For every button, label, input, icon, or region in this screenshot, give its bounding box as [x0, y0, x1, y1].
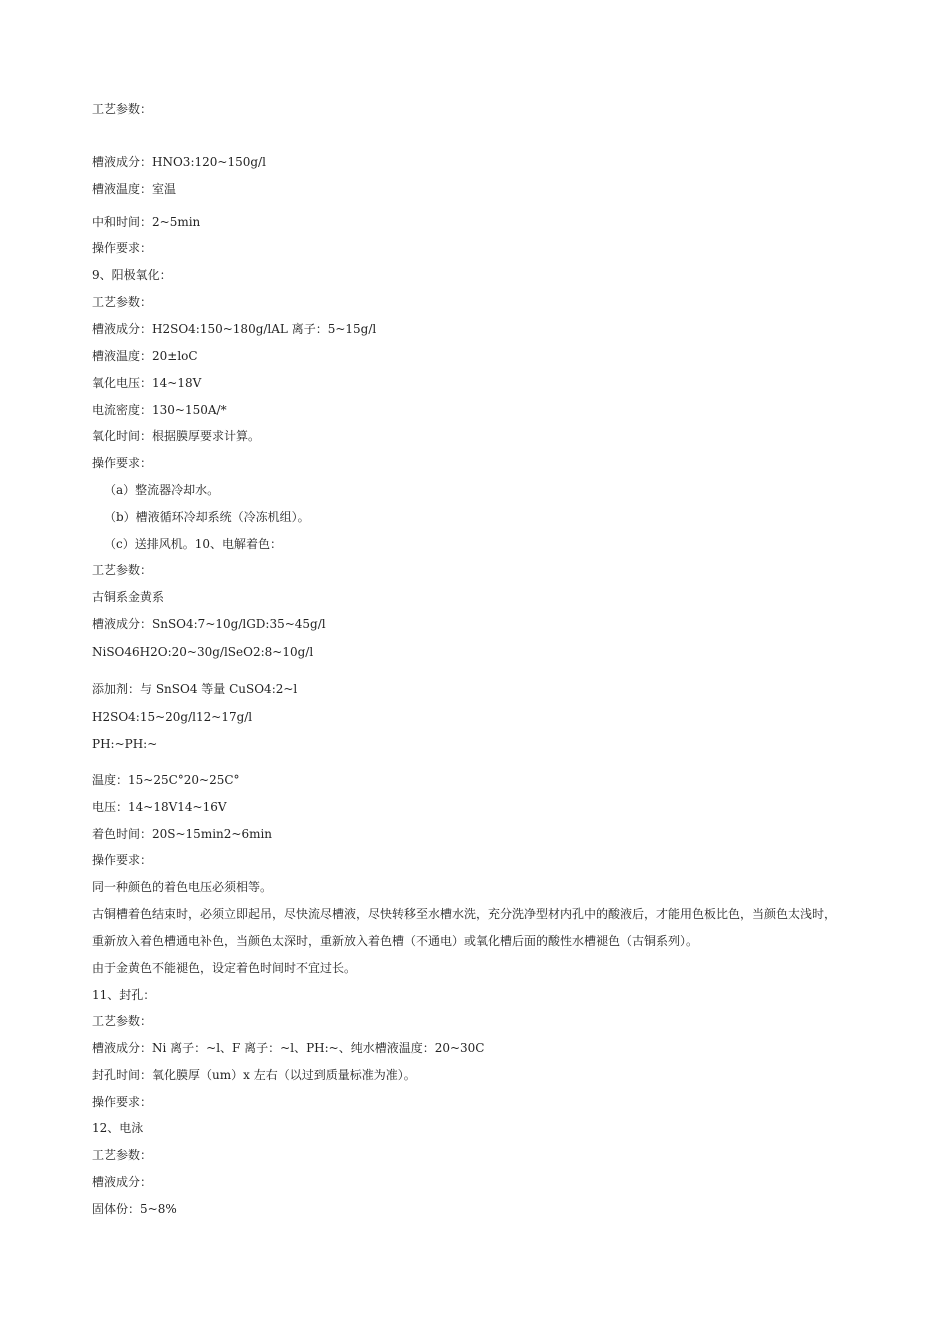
text-line: 同一种颜色的着色电压必须相等。 — [92, 880, 273, 894]
text-line: PH:~PH:~ — [92, 737, 158, 751]
text-line: 氧化电压：14~18V — [92, 376, 202, 390]
text-line: NiSO46H2O:20~30g/lSeO2:8~10g/l — [92, 645, 314, 659]
text-line: 封孔时间：氧化膜厚（um）x 左右（以过到质量标准为准）。 — [92, 1068, 416, 1082]
text-line: 槽液温度：室温 — [92, 182, 177, 196]
text-line: 由于金黄色不能褪色，设定着色时间时不宜过长。 — [92, 961, 357, 975]
text-line: 槽液成分：Ni 离子：~l、F 离子：~l、PH:~、纯水槽液温度：20~30C — [92, 1041, 485, 1055]
section-heading: 工艺参数： — [92, 563, 153, 577]
section-heading: 工艺参数： — [92, 1148, 153, 1162]
text-line: 古铜槽着色结束时，必须立即起吊，尽快流尽槽液，尽快转移至水槽水洗，充分洗净型材内孔中的酸液后，才能用色板比色，当颜色太浅时， — [92, 907, 837, 921]
text-line: 槽液成分：H2SO4:150~180g/lAL 离子：5~15g/l — [92, 322, 377, 336]
text-line: 中和时间：2~5min — [92, 215, 201, 229]
list-item: （c）送排风机。10、电解着色： — [104, 537, 282, 551]
text-line: 古铜系金黄系 — [92, 590, 165, 604]
section-heading: 操作要求： — [92, 1095, 153, 1109]
list-item: （a）整流器冷却水。 — [104, 483, 220, 497]
text-line: 固体份：5~8% — [92, 1202, 177, 1216]
text-line: H2SO4:15~20g/l12~17g/l — [92, 710, 253, 724]
text-line: 重新放入着色槽通电补色，当颜色太深时，重新放入着色槽（不通电）或氧化槽后面的酸性水槽褪色（古铜系列）。 — [92, 934, 699, 948]
text-line: 槽液温度：20±loC — [92, 349, 198, 363]
section-heading: 工艺参数： — [92, 295, 153, 309]
text-line: 槽液成分：SnSO4:7~10g/lGD:35~45g/l — [92, 617, 326, 631]
text-line: 槽液成分： — [92, 1175, 153, 1189]
text-line: 电压：14~18V14~16V — [92, 800, 227, 814]
section-heading: 操作要求： — [92, 241, 153, 255]
text-line: 电流密度：130~150A/* — [92, 403, 227, 417]
section-heading: 操作要求： — [92, 456, 153, 470]
section-heading: 9、阳极氧化： — [92, 268, 172, 282]
text-line: 着色时间：20S~15min2~6min — [92, 827, 273, 841]
text-line: 氧化时间：根据膜厚要求计算。 — [92, 429, 261, 443]
text-line: 槽液成分：HNO3:120~150g/l — [92, 155, 266, 169]
list-item: （b）槽液循环冷却系统（冷冻机组）。 — [104, 510, 310, 524]
section-heading: 工艺参数： — [92, 1014, 153, 1028]
text-line: 添加剂：与 SnSO4 等量 CuSO4:2~l — [92, 682, 298, 696]
section-heading: 11、封孔： — [92, 988, 156, 1002]
text-line: 温度：15~25C°20~25C° — [92, 773, 240, 787]
section-heading: 12、电泳 — [92, 1121, 144, 1135]
section-heading: 工艺参数： — [92, 102, 153, 116]
section-heading: 操作要求： — [92, 853, 153, 867]
